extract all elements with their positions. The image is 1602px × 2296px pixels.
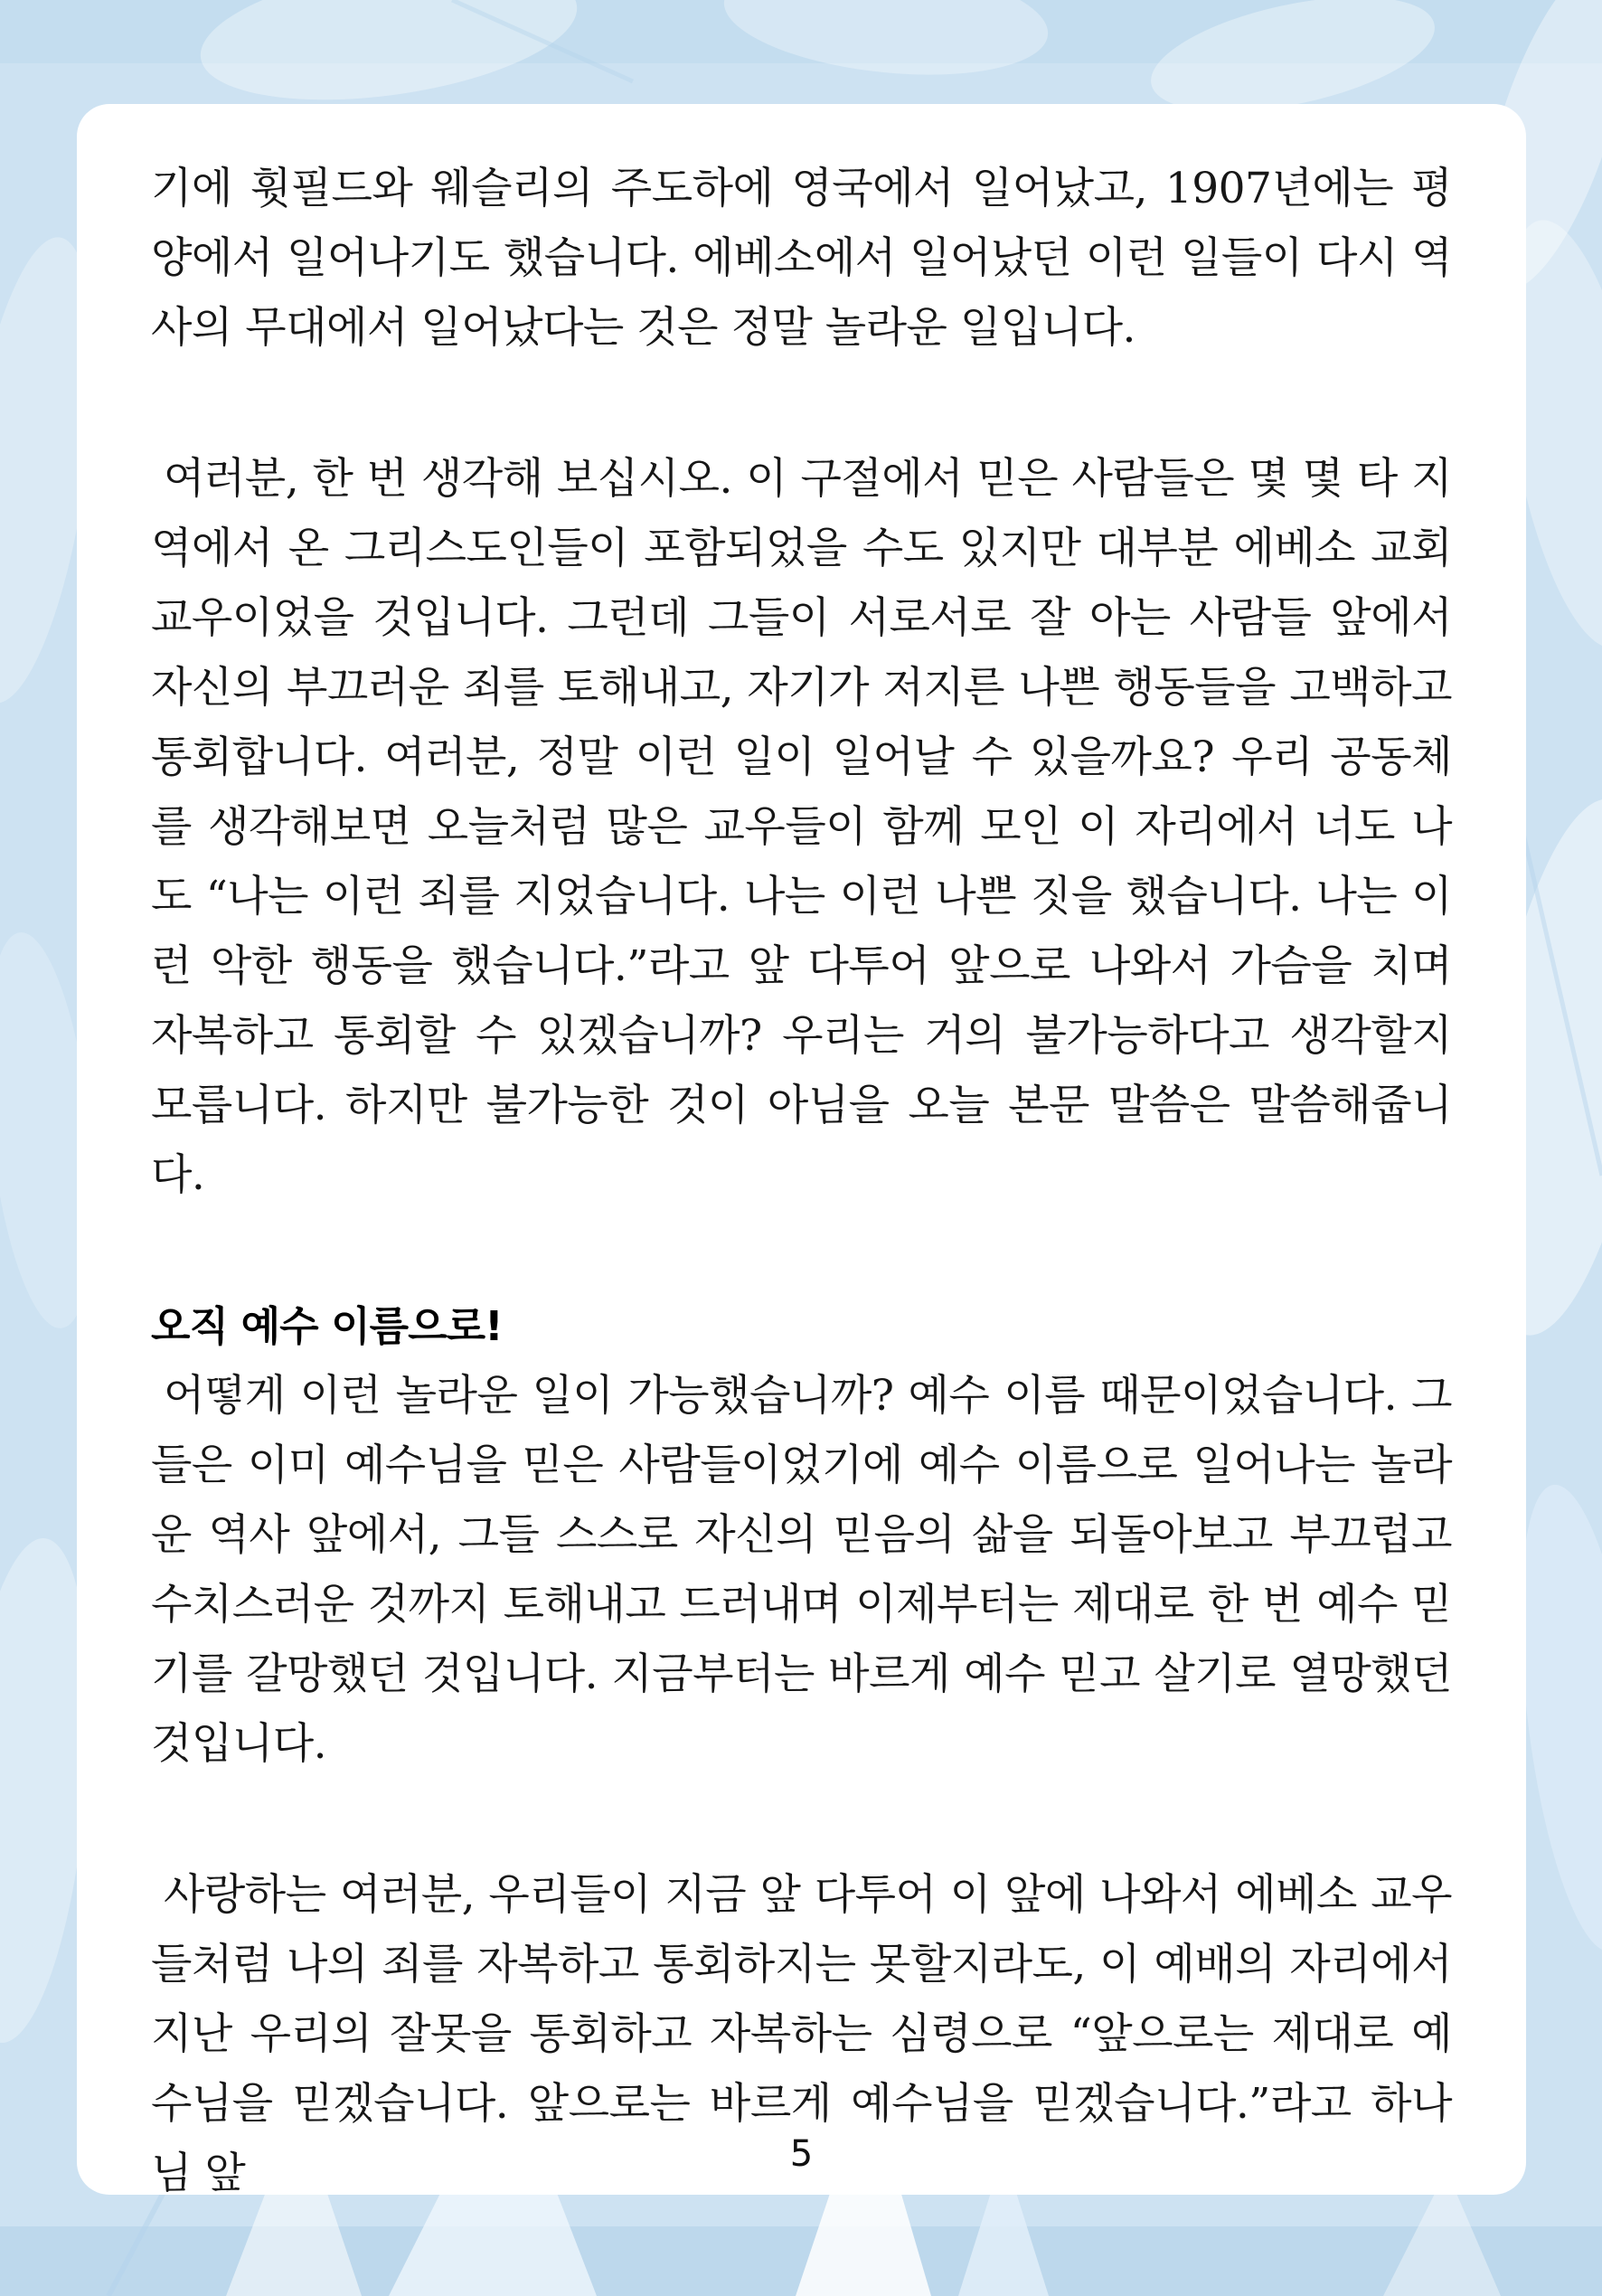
page-number: 5	[789, 2133, 814, 2175]
paragraph-revival-history: 기에 휫필드와 웨슬리의 주도하에 영국에서 일어났고, 1907년에는 평양에서 일어나기도 했습니다. 에베소에서 일어났던 이런 일들이 다시 역사의 무대에서 일어났다는 것은 정말 놀라운 일입니다.	[151, 164, 1452, 353]
paragraph-confession-question: 여러분, 한 번 생각해 보십시오. 이 구절에서 믿은 사람들은 몇 몇 타 지역에서 온 그리스도인들이 포함되었을 수도 있지만 대부분 에베소 교회 교우이었을 것입니다. 그런데 그들이 서로서로 잘 아는 사람들 앞에서 자신의 부끄러운 죄를 토해내고, 자기가 저지른 나쁜 행동들을 고백하고 통회합니다. 여러분, 정말 이런 일이 일어날 수 있을까요? 우리 공동체를 생각해보면 오늘처럼 많은 교우들이 함께 모인 이 자리에서 너도 나도 “나는 이런 죄를 지었습니다. 나는 이런 나쁜 짓을 했습니다. 나는 이런 악한 행동을 했습니다.”라고 앞 다투어 앞으로 나와서 가슴을 치며 자복하고 통회할 수 있겠습니까? 우리는 거의 불가능하다고 생각할지 모릅니다. 하지만 불가능한 것이 아님을 오늘 본문 말씀은 말씀해줍니다.	[151, 454, 1452, 1200]
paragraph-application: 사랑하는 여러분, 우리들이 지금 앞 다투어 이 앞에 나와서 에베소 교우들처럼 나의 죄를 자복하고 통회하지는 못할지라도, 이 예배의 자리에서 지난 우리의 잘못을 통회하고 자복하는 심령으로 “앞으로는 제대로 예수님을 믿겠습니다. 앞으로는 바르게 예수님을 믿겠습니다.”라고 하나님 앞	[151, 1870, 1452, 2198]
paragraph-jesus-name-power: 어떻게 이런 놀라운 일이 가능했습니까? 예수 이름 때문이었습니다. 그들은 이미 예수님을 믿은 사람들이었기에 예수 이름으로 일어나는 놀라운 역사 앞에서, 그들 스스로 자신의 믿음의 삶을 되돌아보고 부끄럽고 수치스러운 것까지 토해내고 드러내며 이제부터는 제대로 한 번 예수 믿기를 갈망했던 것입니다. 지금부터는 바르게 예수 믿고 살기로 열망했던 것입니다.	[151, 1371, 1452, 1769]
content-panel	[77, 104, 1526, 2198]
section-heading-only-jesus-name: 오직 예수 이름으로!	[151, 1302, 503, 1350]
